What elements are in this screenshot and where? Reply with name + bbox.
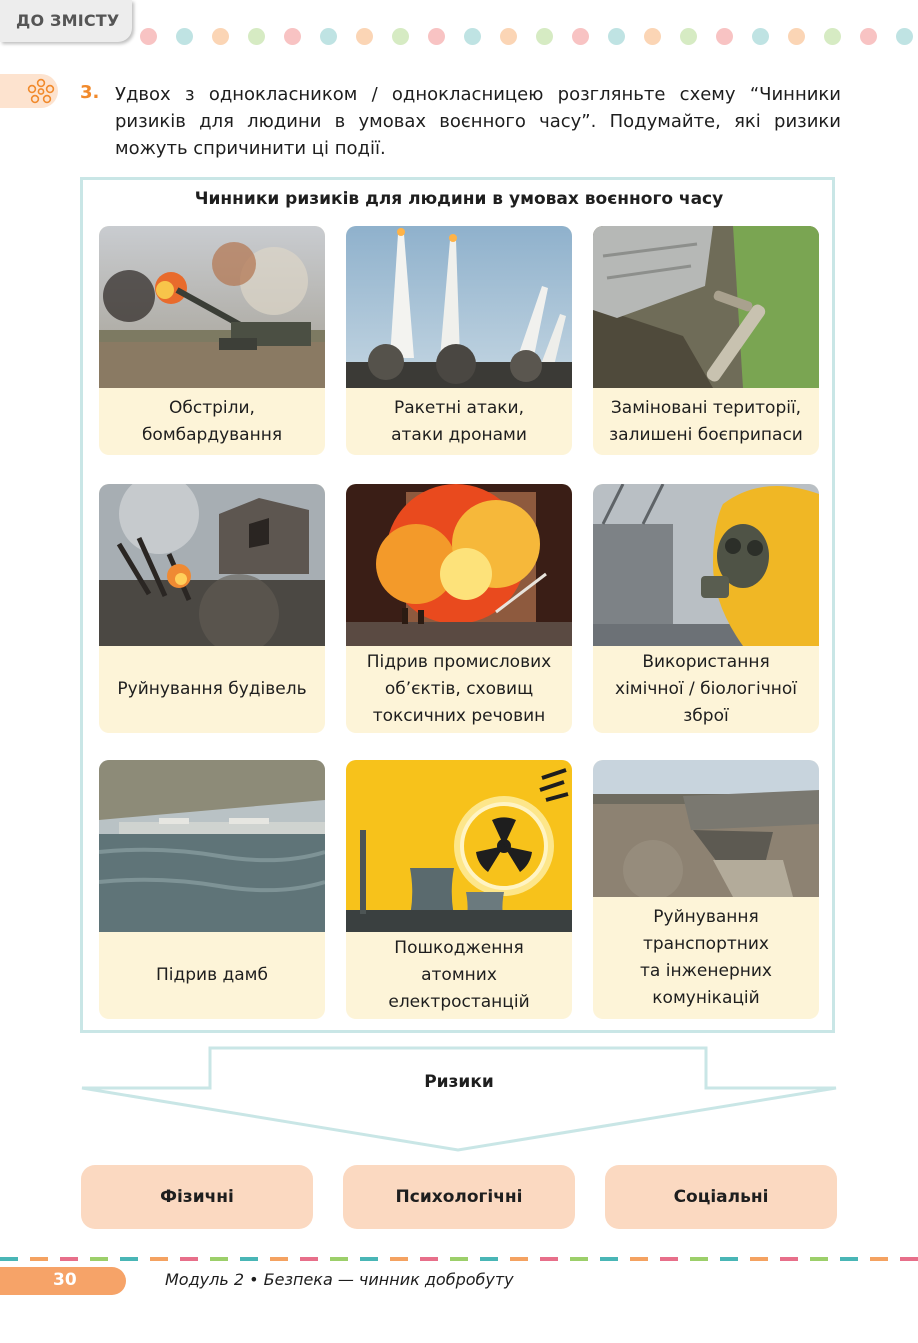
decorative-dash (510, 1257, 528, 1261)
scheme-title: Чинники ризиків для людини в умовах воєнного часу (194, 189, 724, 209)
decorative-dash (180, 1257, 198, 1261)
risks-label: Ризики (424, 1072, 494, 1092)
decorative-dot (788, 28, 805, 45)
risk-factor-card (593, 226, 819, 455)
card-caption: Руйнування будівель (117, 679, 307, 699)
risks-arrow (80, 1046, 838, 1154)
decorative-dot (500, 28, 517, 45)
decorative-dot (284, 28, 301, 45)
decorative-dash (390, 1257, 408, 1261)
risk-factor-card (593, 760, 819, 1019)
decorative-dash (330, 1257, 348, 1261)
decorative-dot (716, 28, 733, 45)
decorative-dot (680, 28, 697, 45)
decorative-dot (356, 28, 373, 45)
decorative-dash (60, 1257, 78, 1261)
decorative-dash (450, 1257, 468, 1261)
decorative-dash (810, 1257, 828, 1261)
risk-psychological: Психологічні (343, 1165, 575, 1229)
group-work-icon (24, 76, 58, 106)
toc-label: ДО ЗМІСТУ (16, 11, 120, 30)
decorative-dash (750, 1257, 768, 1261)
decorative-dash (270, 1257, 288, 1261)
decorative-dot (392, 28, 409, 45)
decorative-dot (248, 28, 265, 45)
task-number: 3. (80, 82, 100, 103)
decorative-dash (630, 1257, 648, 1261)
footer-module-title: Модуль 2 • Безпека — чинник добробуту (165, 1270, 514, 1289)
decorative-dash (870, 1257, 888, 1261)
decorative-dash (480, 1257, 498, 1261)
destroyed-building-photo (99, 484, 325, 646)
destroyed-bridge-photo (593, 760, 819, 897)
toc-button[interactable] (0, 0, 132, 42)
decorative-dot (824, 28, 841, 45)
risk-factor-card (99, 226, 325, 455)
decorative-dash (0, 1257, 18, 1261)
industrial-fire-photo (346, 484, 572, 646)
decorative-dash (840, 1257, 858, 1261)
risk-factor-card (346, 226, 572, 455)
card-caption: Руйнування транспортних та інженерних комунікацій (640, 907, 772, 1008)
decorative-dash (690, 1257, 708, 1261)
decorative-dot (536, 28, 553, 45)
decorative-dash (600, 1257, 618, 1261)
decorative-dot (140, 28, 157, 45)
risk-factor-card (99, 484, 325, 733)
risk-factor-card (99, 760, 325, 1019)
unexploded-ordnance-photo (593, 226, 819, 388)
decorative-dot (320, 28, 337, 45)
decorative-dot (644, 28, 661, 45)
decorative-dash (540, 1257, 558, 1261)
decorative-dot (752, 28, 769, 45)
decorative-dash (780, 1257, 798, 1261)
decorative-dash (900, 1257, 918, 1261)
card-caption: Обстріли, бомбардування (141, 397, 283, 445)
gas-mask-photo (593, 484, 819, 646)
risk-factor-card (346, 484, 572, 733)
card-caption: Підрив промислових об’єктів, сховищ токсичних речовин (366, 652, 552, 726)
card-caption: Ракетні атаки, атаки дронами (391, 397, 527, 445)
decorative-dot (464, 28, 481, 45)
task-text: Удвох з однокласником / однокласницею розгляньте схему “Чинники ризиків для людини в умовах воєнного часу”. Подумайте, які ризики можуть спричинити ці події. (115, 84, 841, 159)
decorative-dot (572, 28, 589, 45)
decorative-dash (360, 1257, 378, 1261)
group-work-marker (0, 74, 58, 108)
decorative-dots (140, 28, 910, 48)
page-number: 30 (53, 1270, 77, 1290)
decorative-dash (90, 1257, 108, 1261)
decorative-dash (300, 1257, 318, 1261)
missile-launch-photo (346, 226, 572, 388)
decorative-dash (660, 1257, 678, 1261)
risk-factor-card (593, 484, 819, 733)
decorative-dot (212, 28, 229, 45)
card-caption: Заміновані території, залишені боєприпаси (609, 397, 803, 445)
decorative-dash (30, 1257, 48, 1261)
card-caption: Підрив дамб (155, 965, 268, 985)
page-number-badge (0, 1267, 126, 1295)
decorative-dot (428, 28, 445, 45)
destroyed-dam-photo (99, 760, 325, 932)
decorative-dash (570, 1257, 588, 1261)
risk-factor-card (346, 760, 572, 1019)
decorative-dot (608, 28, 625, 45)
decorative-dot (860, 28, 877, 45)
risk-physical: Фізичні (81, 1165, 313, 1229)
decorative-dot (176, 28, 193, 45)
decorative-dash (240, 1257, 258, 1261)
decorative-dash (120, 1257, 138, 1261)
decorative-dash (210, 1257, 228, 1261)
nuclear-plant-radiation-photo (346, 760, 572, 932)
decorative-dot (896, 28, 913, 45)
decorative-dash (720, 1257, 738, 1261)
card-caption: Пошкодження атомних електростанцій (388, 938, 530, 1012)
decorative-dash (420, 1257, 438, 1261)
decorative-dashed-line (0, 1256, 918, 1262)
artillery-photo (99, 226, 325, 388)
decorative-dash (150, 1257, 168, 1261)
card-caption: Використання хімічної / біологічної зброї (615, 652, 797, 726)
risk-social: Соціальні (605, 1165, 837, 1229)
